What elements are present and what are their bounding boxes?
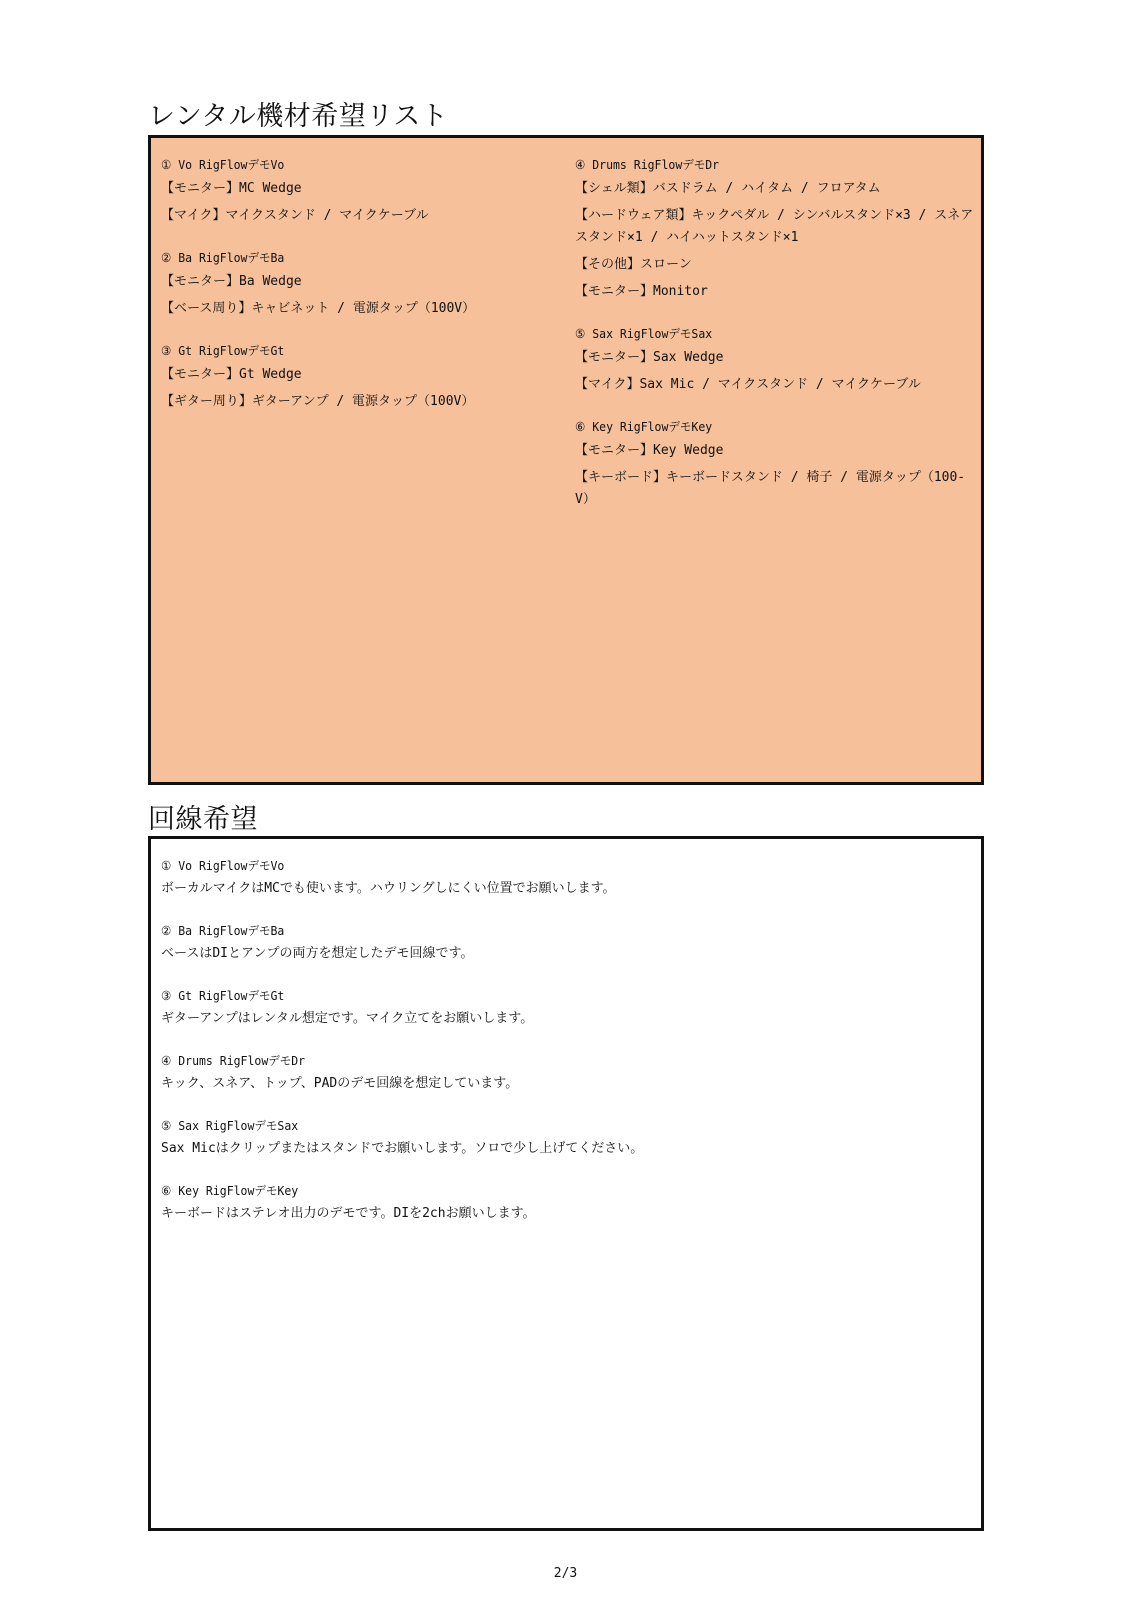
line-request-note: ギターアンプはレンタル想定です。マイク立てをお願いします。: [161, 1011, 534, 1026]
part-header: ① Vo RigFlowデモVo: [161, 157, 285, 172]
line-request-note: ボーカルマイクはMCでも使います。ハウリングしにくい位置でお願いします。: [161, 881, 616, 896]
part-item: 【マイク】マイクスタンド / マイクケーブル: [161, 208, 429, 223]
line-request-note: Sax Micはクリップまたはスタンドでお願いします。ソロで少し上げてください。: [161, 1141, 644, 1156]
line-request-header: ⑥ Key RigFlowデモKey: [161, 1183, 299, 1198]
line-request-item: [161, 1052, 971, 1094]
part-item: 【モニター】MC Wedge: [161, 181, 302, 196]
line-request-header: ④ Drums RigFlowデモDr: [161, 1053, 306, 1068]
part-item: 【シェル類】バスドラム / ハイタム / フロアタム: [575, 181, 881, 196]
rental-part: [161, 342, 561, 413]
rental-part: [161, 249, 561, 320]
line-request-list: [161, 857, 971, 1247]
part-item: 【ベース周り】キャビネット / 電源タップ（100V）: [161, 301, 476, 316]
part-item: 【ハードウェア類】キックペダル / シンバルスタンド×3 / スネアスタンド×1 / ハイハットスタンド×1: [575, 208, 974, 245]
part-item: 【キーボード】キーボードスタンド / 椅子 / 電源タップ（100-V）: [575, 470, 966, 507]
page-number: 2/3: [553, 1566, 578, 1581]
rental-list-title: レンタル機材希望リスト: [148, 101, 449, 132]
part-item: 【モニター】Ba Wedge: [161, 274, 302, 289]
rental-part: [575, 325, 977, 396]
line-request-note: キック、スネア、トップ、PADのデモ回線を想定しています。: [161, 1076, 519, 1091]
line-request-item: [161, 857, 971, 899]
line-request-header: ① Vo RigFlowデモVo: [161, 858, 285, 873]
part-item: 【モニター】Monitor: [575, 284, 708, 299]
line-request-item: [161, 922, 971, 964]
rental-part: [161, 156, 561, 227]
rental-part: [575, 418, 977, 511]
rental-column-left: [161, 156, 561, 435]
line-request-item: [161, 1182, 971, 1224]
line-request-header: ② Ba RigFlowデモBa: [161, 923, 285, 938]
line-request-note: ベースはDIとアンプの両方を想定したデモ回線です。: [161, 946, 474, 961]
rental-part: [575, 156, 977, 303]
line-request-item: [161, 1117, 971, 1159]
part-header: ⑤ Sax RigFlowデモSax: [575, 326, 713, 341]
part-item: 【ギター周り】ギターアンプ / 電源タップ（100V）: [161, 394, 475, 409]
line-request-note: キーボードはステレオ出力のデモです。DIを2chお願いします。: [161, 1206, 536, 1221]
line-request-header: ⑤ Sax RigFlowデモSax: [161, 1118, 299, 1133]
part-header: ⑥ Key RigFlowデモKey: [575, 419, 713, 434]
rental-column-right: [575, 156, 977, 533]
part-header: ② Ba RigFlowデモBa: [161, 250, 285, 265]
line-request-title: 回線希望: [148, 804, 258, 835]
line-request-header: ③ Gt RigFlowデモGt: [161, 988, 285, 1003]
line-request-item: [161, 987, 971, 1029]
part-item: 【その他】スローン: [575, 257, 692, 272]
part-header: ④ Drums RigFlowデモDr: [575, 157, 720, 172]
part-item: 【マイク】Sax Mic / マイクスタンド / マイクケーブル: [575, 377, 921, 392]
part-item: 【モニター】Sax Wedge: [575, 350, 724, 365]
part-item: 【モニター】Gt Wedge: [161, 367, 302, 382]
rental-list-box: [148, 135, 984, 785]
part-item: 【モニター】Key Wedge: [575, 443, 724, 458]
line-request-box: [148, 836, 984, 1531]
part-header: ③ Gt RigFlowデモGt: [161, 343, 285, 358]
